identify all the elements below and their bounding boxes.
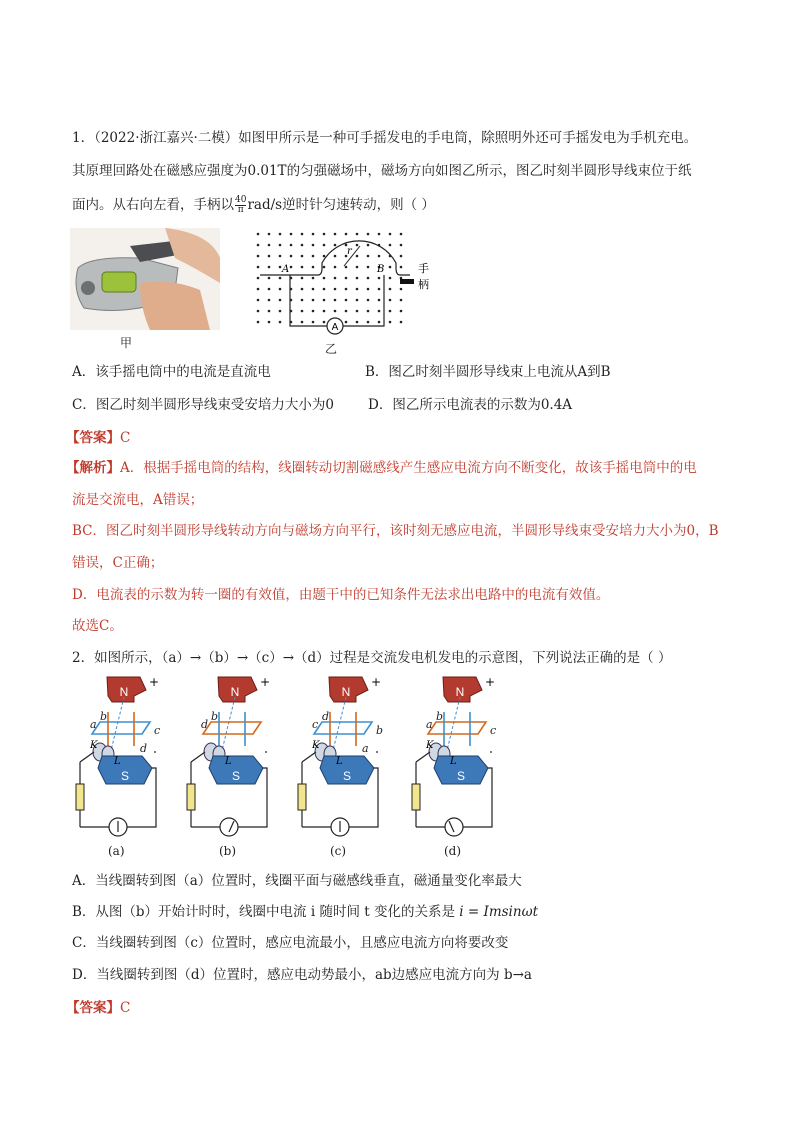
- field-dot: [334, 299, 337, 302]
- q2-option-a: A．当线圈转到图（a）位置时，线圈平面与磁感线垂直，磁通量变化率最大: [72, 873, 522, 889]
- field-dot: [323, 266, 326, 269]
- field-dot: [334, 288, 337, 291]
- field-dot: [400, 277, 403, 280]
- generator-panel: [294, 672, 394, 862]
- field-dot: [389, 266, 392, 269]
- q1-option-b: B．图乙时刻半圆形导线束上电流从A到B: [365, 364, 611, 380]
- field-dot: [301, 321, 304, 324]
- field-dot: [290, 255, 293, 258]
- svg-text:L: L: [336, 756, 343, 767]
- field-dot: [400, 244, 403, 247]
- field-dot: [378, 255, 381, 258]
- field-dot: [268, 277, 271, 280]
- field-dot: [257, 288, 260, 291]
- field-dot: [290, 266, 293, 269]
- svg-text:+: +: [148, 675, 160, 689]
- magnetic-field-circuit: [250, 228, 440, 340]
- field-dot: [312, 277, 315, 280]
- field-dot: [301, 255, 304, 258]
- coil-side-label: b: [100, 710, 108, 723]
- field-dot: [400, 255, 403, 258]
- field-dot: [367, 310, 370, 313]
- field-dot: [301, 299, 304, 302]
- field-dot: [301, 266, 304, 269]
- q1-conclusion: 故选C。: [72, 618, 123, 634]
- field-dot: [356, 244, 359, 247]
- q2-answer: 【答案】C: [66, 1000, 131, 1016]
- field-dot: [400, 299, 403, 302]
- field-dot: [323, 277, 326, 280]
- svg-text:K: K: [426, 740, 434, 751]
- field-dot: [367, 244, 370, 247]
- field-dot: [334, 310, 337, 313]
- field-dot: [279, 244, 282, 247]
- field-dot: [312, 288, 315, 291]
- field-dot: [268, 299, 271, 302]
- field-dot: [389, 233, 392, 236]
- flashlight-photo: [70, 228, 220, 330]
- field-dot: [378, 321, 381, 324]
- field-dot: [378, 233, 381, 236]
- field-dot: [356, 266, 359, 269]
- svg-text:L: L: [450, 756, 457, 767]
- field-dot: [389, 277, 392, 280]
- field-dot: [257, 321, 260, 324]
- field-dot: [400, 266, 403, 269]
- field-dot: [334, 277, 337, 280]
- field-dot: [268, 310, 271, 313]
- field-dot: [356, 277, 359, 280]
- field-dot: [334, 255, 337, 258]
- field-dot: [323, 255, 326, 258]
- q1-analysis-2a: BC．图乙时刻半圆形导线转动方向与磁场方向平行，该时刻无感应电流，半圆形导线束受安培力大小为0，B: [72, 523, 719, 539]
- field-dot: [279, 299, 282, 302]
- panel-caption: (d): [444, 844, 462, 858]
- panel-caption: (c): [330, 844, 347, 858]
- field-dot: [279, 277, 282, 280]
- coil-side-label: d: [201, 718, 209, 731]
- field-dot: [323, 310, 326, 313]
- field-dot: [323, 233, 326, 236]
- q1-stem-line3: [72, 195, 435, 215]
- field-dot: [268, 244, 271, 247]
- field-dot: [312, 255, 315, 258]
- field-dot: [356, 233, 359, 236]
- field-dot: [290, 233, 293, 236]
- svg-text:S: S: [342, 769, 352, 783]
- field-dot: [323, 288, 326, 291]
- field-dot: [334, 233, 337, 236]
- field-dot: [367, 266, 370, 269]
- field-dot: [400, 288, 403, 291]
- field-dot: [301, 288, 304, 291]
- field-dot: [367, 288, 370, 291]
- field-dot: [356, 310, 359, 313]
- field-dot: [323, 299, 326, 302]
- svg-text:L: L: [225, 756, 232, 767]
- q1-option-c: C．图乙时刻半圆形导线束受安培力大小为0: [72, 397, 334, 413]
- svg-text:N: N: [341, 685, 351, 699]
- coil-side-label: b: [211, 710, 219, 723]
- field-dot: [378, 299, 381, 302]
- coil-side-label: d: [140, 742, 148, 755]
- field-dot: [279, 266, 282, 269]
- field-dot: [378, 310, 381, 313]
- field-dot: [345, 233, 348, 236]
- field-dot: [345, 277, 348, 280]
- coil-side-label: a: [90, 718, 97, 731]
- field-dot: [345, 321, 348, 324]
- svg-text:B: B: [377, 264, 385, 275]
- svg-text:A: A: [282, 264, 290, 275]
- field-dot: [400, 321, 403, 324]
- field-dot: [257, 310, 260, 313]
- q1-answer: 【答案】C: [66, 430, 131, 446]
- field-dot: [268, 233, 271, 236]
- svg-text:N: N: [230, 685, 240, 699]
- fig-jia-caption: 甲: [120, 336, 133, 350]
- svg-text:K: K: [90, 740, 98, 751]
- field-dot: [356, 321, 359, 324]
- svg-text:S: S: [231, 769, 241, 783]
- field-dot: [279, 288, 282, 291]
- field-dot: [312, 321, 315, 324]
- field-dot: [367, 299, 370, 302]
- svg-text:A: A: [331, 322, 339, 333]
- svg-text:+: +: [259, 675, 271, 689]
- svg-text:L: L: [114, 756, 121, 767]
- coil-side-label: a: [362, 742, 369, 755]
- field-dot: [389, 288, 392, 291]
- svg-text:r: r: [347, 246, 352, 257]
- field-dot: [312, 299, 315, 302]
- q2-option-d: D．当线圈转到图（d）位置时，感应电动势最小，ab边感应电流方向为 b→a: [72, 967, 532, 983]
- q1-stem-line3-post: rad/s逆时针匀速转动，则（ ）: [247, 197, 435, 213]
- field-dot: [257, 266, 260, 269]
- coil-side-label: d: [322, 710, 330, 723]
- field-dot: [400, 310, 403, 313]
- field-dot: [301, 233, 304, 236]
- panel-caption: (a): [108, 844, 125, 858]
- coil-side-label: a: [426, 718, 433, 731]
- field-dot: [356, 255, 359, 258]
- q1-stem-line3-pre: 面内。从右向左看，手柄以: [72, 197, 234, 213]
- field-dot: [345, 288, 348, 291]
- q1-analysis-1b: 流是交流电，A错误；: [72, 492, 204, 508]
- field-dot: [279, 255, 282, 258]
- field-dot: [290, 244, 293, 247]
- fig-yi-caption: 乙: [325, 342, 338, 356]
- svg-text:柄: 柄: [418, 278, 429, 291]
- field-dot: [301, 277, 304, 280]
- svg-text:K: K: [312, 740, 320, 751]
- field-dot: [279, 233, 282, 236]
- svg-text:N: N: [119, 685, 129, 699]
- field-dot: [323, 321, 326, 324]
- field-dot: [400, 233, 403, 236]
- field-dot: [312, 244, 315, 247]
- field-dot: [367, 321, 370, 324]
- svg-text:手: 手: [418, 262, 429, 275]
- field-dot: [367, 233, 370, 236]
- field-dot: [378, 277, 381, 280]
- field-dot: [323, 244, 326, 247]
- svg-text:N: N: [455, 685, 465, 699]
- svg-text:S: S: [456, 769, 466, 783]
- svg-text:+: +: [370, 675, 382, 689]
- q1-stem-line1: 1．（2022·浙江嘉兴·二模）如图甲所示是一种可手摇发电的手电筒，除照明外还可手摇发电为手机充电。: [72, 130, 698, 146]
- field-dot: [389, 321, 392, 324]
- field-dot: [268, 321, 271, 324]
- angular-speed-fraction: $\frac{40}{\pi}$: [235, 195, 247, 215]
- field-dot: [334, 266, 337, 269]
- field-dot: [257, 244, 260, 247]
- svg-text:S: S: [120, 769, 130, 783]
- field-dot: [312, 266, 315, 269]
- field-dot: [279, 321, 282, 324]
- coil-side-label: c: [312, 718, 319, 731]
- q2-stem: 2．如图所示，（a）→（b）→（c）→（d）过程是交流发电机发电的示意图，下列说法正确的是（ ）: [72, 650, 672, 666]
- field-dot: [301, 244, 304, 247]
- field-dot: [312, 310, 315, 313]
- field-dot: [257, 277, 260, 280]
- field-dot: [257, 233, 260, 236]
- field-dot: [345, 310, 348, 313]
- field-dot: [389, 299, 392, 302]
- field-dot: [257, 255, 260, 258]
- field-dot: [345, 266, 348, 269]
- field-dot: [367, 255, 370, 258]
- panel-caption: (b): [219, 844, 237, 858]
- q1-stem-line2: 其原理回路处在磁感应强度为0.01T的匀强磁场中，磁场方向如图乙所示，图乙时刻半圆形导线束位于纸: [72, 163, 692, 179]
- q1-option-d: D．图乙所示电流表的示数为0.4A: [368, 397, 573, 413]
- field-dot: [356, 299, 359, 302]
- field-dot: [268, 255, 271, 258]
- coil-side-label: c: [154, 724, 161, 737]
- q2-option-c: C．当线圈转到图（c）位置时，感应电流最小，且感应电流方向将要改变: [72, 935, 509, 951]
- field-dot: [345, 299, 348, 302]
- field-dot: [257, 299, 260, 302]
- field-dot: [367, 277, 370, 280]
- field-dot: [389, 310, 392, 313]
- field-dot: [301, 310, 304, 313]
- q1-analysis-3: D．电流表的示数为转一圈的有效值，由题干中的已知条件无法求出电路中的电流有效值。: [72, 587, 610, 603]
- generator-panel: [183, 672, 283, 862]
- svg-text:+: +: [484, 675, 496, 689]
- current-formula: i = Imsinωt: [459, 904, 539, 920]
- field-dot: [356, 288, 359, 291]
- field-dot: [279, 310, 282, 313]
- coil-side-label: b: [376, 724, 384, 737]
- field-dot: [268, 288, 271, 291]
- q1-analysis-2b: 错误，C正确；: [72, 555, 164, 571]
- field-dot: [334, 244, 337, 247]
- q1-analysis-1a: 【解析】A．根据手摇电筒的结构，线圈转动切割磁感线产生感应电流方向不断变化，故该手摇电筒中的电: [66, 460, 697, 476]
- field-dot: [389, 244, 392, 247]
- q1-option-a: A．该手摇电筒中的电流是直流电: [72, 364, 271, 380]
- q2-option-b: B．从图（b）开始计时时，线圈中电流 i 随时间 t 变化的关系是 i = Imsinωt: [72, 904, 539, 920]
- generator-panel: [72, 672, 172, 862]
- coil-side-label: b: [436, 710, 444, 723]
- field-dot: [312, 233, 315, 236]
- generator-panel: [408, 672, 508, 862]
- coil-side-label: c: [490, 724, 497, 737]
- field-dot: [378, 288, 381, 291]
- field-dot: [268, 266, 271, 269]
